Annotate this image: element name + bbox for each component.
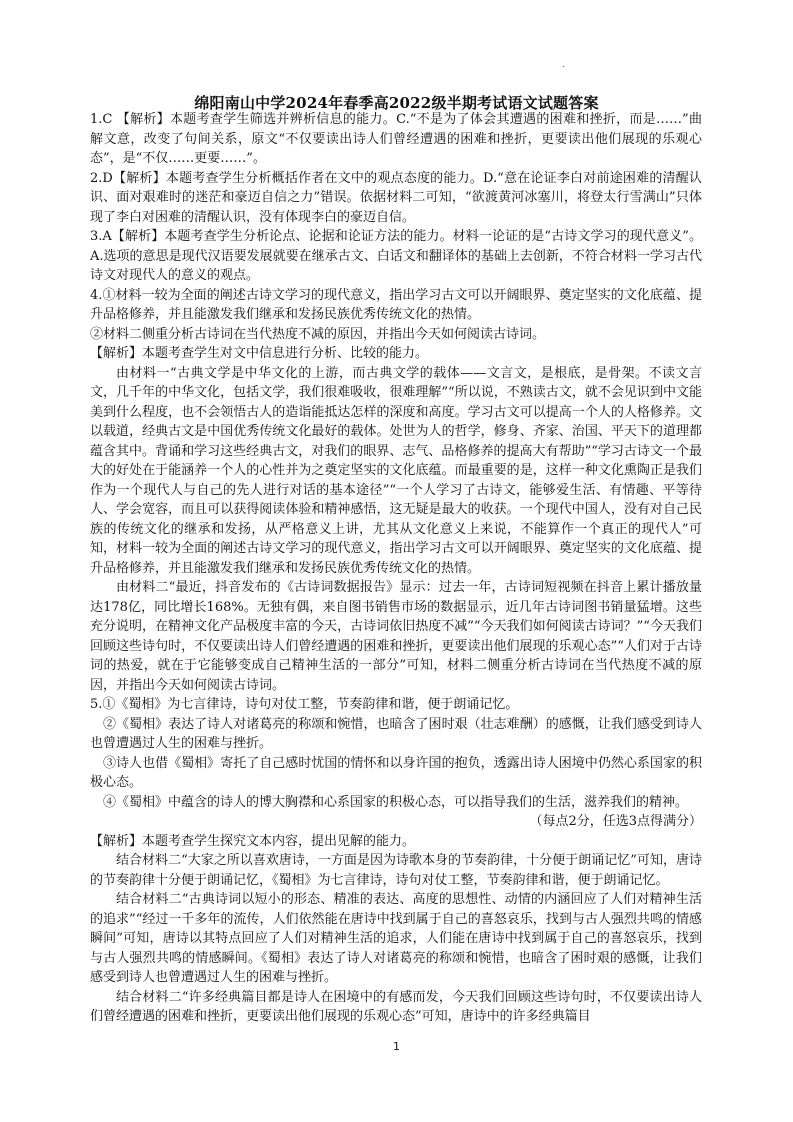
answer-5-point-2: ②《蜀相》表达了诗人对诸葛亮的称颂和惋惜，也暗含了困时艰（壮志难酬）的感慨，让我们感受到诗人也曾遭遇过人生的困难与挫折。 (90, 716, 702, 751)
answer-5-point-4: ④《蜀相》中蕴含的诗人的博大胸襟和心系国家的积极心态，可以指导我们的生活，滋养我们的精神。 (103, 794, 689, 810)
page-title: 绵阳南山中学2024年春季高2022级半期考试语文试题答案 (194, 94, 599, 112)
answer-5-point-1: 5.①《蜀相》为七言律诗，诗句对仗工整，节奏韵律和谐，便于朗诵记忆。 (90, 697, 519, 712)
answer-5-analysis-heading: 【解析】本题考查学生探究文本内容，提出见解的能力。 (90, 833, 416, 849)
answer-3: 3.A【解析】本题考查学生分析论点、论据和论证方法的能力。材料一论证的是“古诗文学习的现代意义”。A.选项的意思是现代汉语要发展就要在继承古文、白话文和翻译体的基础上去创新，不符合材料一学习古代诗文对现代人的意义的观点。 (90, 229, 702, 283)
page-number: 1 (393, 1040, 400, 1053)
scoring-note: （每点2分，任选3点得满分） (529, 814, 702, 829)
answer-5-analysis-3: 结合材料二“许多经典篇目都是诗人在困境中的有感而发，今天我们回顾这些诗句时，不仅要读出诗人们曾经遭遇的困难和挫折，更要读出他们展现的乐观心态”可知，唐诗中的许多经典篇目 (90, 989, 702, 1024)
answer-4-point-1: 4.①材料一较为全面的阐述古诗文学习的现代意义，指出学习古文可以开阔眼界、奠定坚实的文化底蕴、提升品格修养，并且能激发我们继承和发扬民族优秀传统文化的热情。 (90, 287, 702, 322)
answer-5-point-3: ③诗人也借《蜀相》寄托了自己感时忧国的情怀和以身许国的抱负，透露出诗人困境中仍然心系国家的积极心态。 (90, 755, 702, 790)
answer-4-analysis-material-1: 由材料一“古典文学是中华文化的上游，而古典文学的载体——文言文，是根底，是骨架。不读文言文，几千年的中华文化，包括文学，我们很难吸收，很难理解”“所以说，不熟读古文，就不会见识到中文能美到什么程度，也不会领悟古人的造诣能抵达怎样的深度和高度。学习古文可以提高一个人的人格修养。文以载道，经典古文是中国优秀传统文化最好的载体。处世为人的哲学，修身、齐家、治国、平天下的道理都蕴含其中。背诵和学习这些经典古文，对我们的眼界、志气、品格修养的提高大有帮助”“学习古诗文一个最大的好处在于能涵养一个人的心性并为之奠定坚实的文化底蕴。而最重要的是，这样一种文化熏陶正是我们作为一个现代人与自己的先人进行对话的基本途径”“一个人学习了古诗文，能够爱生活、有情趣、平等待人、学会宽容，而且可以获得阅读体验和精神感悟，这无疑是最大的收获。一个现代中国人，没有对自己民族的传统文化的继承和发扬，从严格意义上讲，尤其从文化意义上来说，不能算作一个真正的现代人”可知，材料一较为全面的阐述古诗文学习的现代意义，指出学习古文可以开阔眼界、奠定坚实的文化底蕴、提升品格修养，并且能激发我们继承和发扬民族优秀传统文化的热情。 (90, 365, 702, 576)
answer-1: 1.C 【解析】本题考查学生筛选并辨析信息的能力。C.“不是为了体会其遭遇的困难和挫折，而是……”曲解文意，改变了句间关系，原文“不仅要读出诗人们曾经遭遇的困难和挫折，更要读出他们展现的乐观心态”，是“不仅……更要……”。 (90, 112, 702, 166)
answer-4-point-2: ②材料二侧重分析古诗词在当代热度不减的原因，并指出今天如何阅读古诗词。 (90, 326, 546, 342)
header-dot: . (562, 60, 565, 69)
answer-5-analysis-1: 结合材料二“大家之所以喜欢唐诗，一方面是因为诗歌本身的节奏韵律，十分便于朗诵记忆”可知，唐诗的节奏韵律十分便于朗诵记忆，《蜀相》为七言律诗，诗句对仗工整，节奏韵律和谐，便于朗诵记忆。 (90, 853, 702, 888)
answer-content (90, 110, 702, 1027)
answer-5-analysis-2: 结合材料二“古典诗词以短小的形态、精准的表达、高度的思想性、动情的内涵回应了人们对精神生活的追求”“经过一千多年的流传，人们依然能在唐诗中找到属于自己的喜怒哀乐，找到与古人强烈共鸣的情感瞬间”可知，唐诗以其特点回应了人们对精神生活的追求，人们能在唐诗中找到属于自己的喜怒哀乐，找到与古人强烈共鸣的情感瞬间。《蜀相》表达了诗人对诸葛亮的称颂和惋惜，也暗含了困时艰的感慨，让我们感受到诗人也曾遭遇过人生的困难与挫折。 (90, 892, 702, 985)
answer-2: 2.D【解析】本题考查学生分析概括作者在文中的观点态度的能力。D.“意在论证李白对前途困难的清醒认识、面对艰难时的迷茫和豪迈自信之力”错误。依据材料二可知，“欲渡黄河冰塞川，将登太行雪满山”只体现了李白对困难的清醒认识，没有体现李白的豪迈自信。 (90, 170, 702, 225)
answer-4-analysis-material-2: 由材料二“最近，抖音发布的《古诗词数据报告》显示：过去一年，古诗词短视频在抖音上累计播放量达178亿，同比增长168%。无独有偶，来自图书销售市场的数据显示，近几年古诗词图书销量猛增。这些充分说明，在精神文化产品极度丰富的今天，古诗词依旧热度不减”“今天我们如何阅读古诗词？”“今天我们回顾这些诗句时，不仅要读出诗人们曾经遭遇的困难和挫折，更要读出他们展现的乐观心态”“人们对于古诗词的热爱，就在于它能够变成自己精神生活的一部分”可知，材料二侧重分析古诗词在当代热度不减的原因，并指出今天如何阅读古诗词。 (90, 580, 702, 693)
answer-4-analysis-heading: 【解析】本题考查学生对文中信息进行分析、比较的能力。 (90, 346, 429, 361)
